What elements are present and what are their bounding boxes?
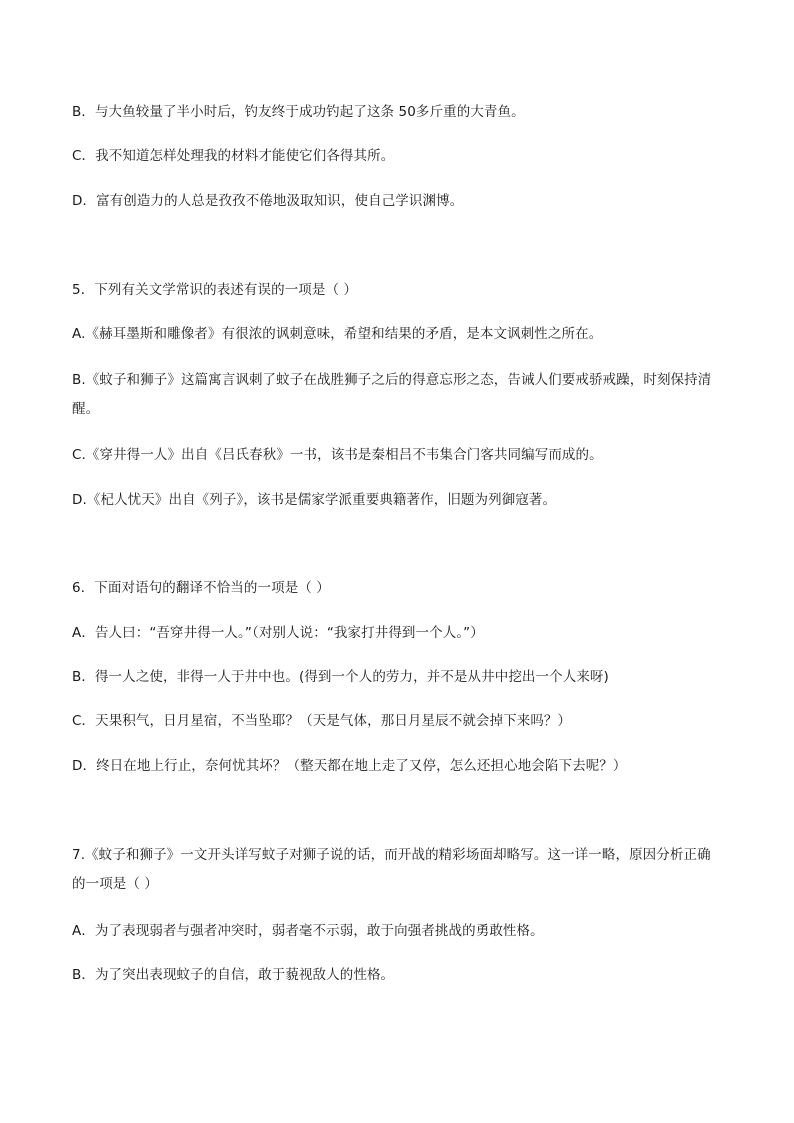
q6-option-b: B．得一人之使，非得一人于井中也。(得到一个人的劳力，并不是从井中挖出一个人来呀): [72, 669, 609, 685]
q6-option-c: C．天果积气，日月星宿，不当坠耶？（天是气体，那日月星辰不就会掉下来吗？）: [72, 713, 572, 729]
q4-option-c: C．我不知道怎样处理我的材料才能使它们各得其所。: [72, 148, 395, 164]
q4-option-d: D．富有创造力的人总是孜孜不倦地汲取知识，使自己学识渊博。: [72, 193, 464, 209]
q5-stem: 5．下列有关文学常识的表述有误的一项是（ ）: [72, 282, 358, 298]
q5-option-a: A.《赫耳墨斯和雕像者》有很浓的讽刺意味，希望和结果的矛盾，是本文讽刺性之所在。: [72, 326, 603, 342]
q7-option-b: B．为了突出表现蚊子的自信，敢于藐视敌人的性格。: [72, 967, 395, 983]
q5-option-d: D.《杞人忧天》出自《列子》，该书是儒家学派重要典籍著作，旧题为列御寇著。: [72, 492, 557, 508]
q7-option-a: A．为了表现弱者与强者冲突时，弱者毫不示弱，敢于向强者挑战的勇敢性格。: [72, 923, 544, 939]
q6-option-a: A．告人曰：“吾穿井得一人。”（对别人说：“我家打井得到一个人。”）: [72, 625, 484, 641]
q5-option-b: B.《蚊子和狮子》这篇寓言讽刺了蚊子在战胜狮子之后的得意忘形之态，告诫人们要戒骄戒躁，时刻保持清醒。: [72, 372, 712, 417]
q6-option-d: D．终日在地上行止，奈何忧其坏？（整天都在地上走了又停，怎么还担心地会陷下去呢？）: [72, 758, 627, 774]
q5-option-c: C.《穿井得一人》出自《吕氏春秋》一书，该书是秦相吕不韦集合门客共同编写而成的。: [72, 447, 603, 463]
q7-stem: 7.《蚊子和狮子》一文开头详写蚊子对狮子说的话，而开战的精彩场面却略写。这一详一略，原因分析正确的一项是（ ）: [72, 847, 711, 892]
q6-stem: 6．下面对语句的翻译不恰当的一项是（ ）: [72, 580, 330, 596]
q4-option-b: B．与大鱼较量了半小时后，钓友终于成功钓起了这条 50多斤重的大青鱼。: [72, 104, 525, 120]
